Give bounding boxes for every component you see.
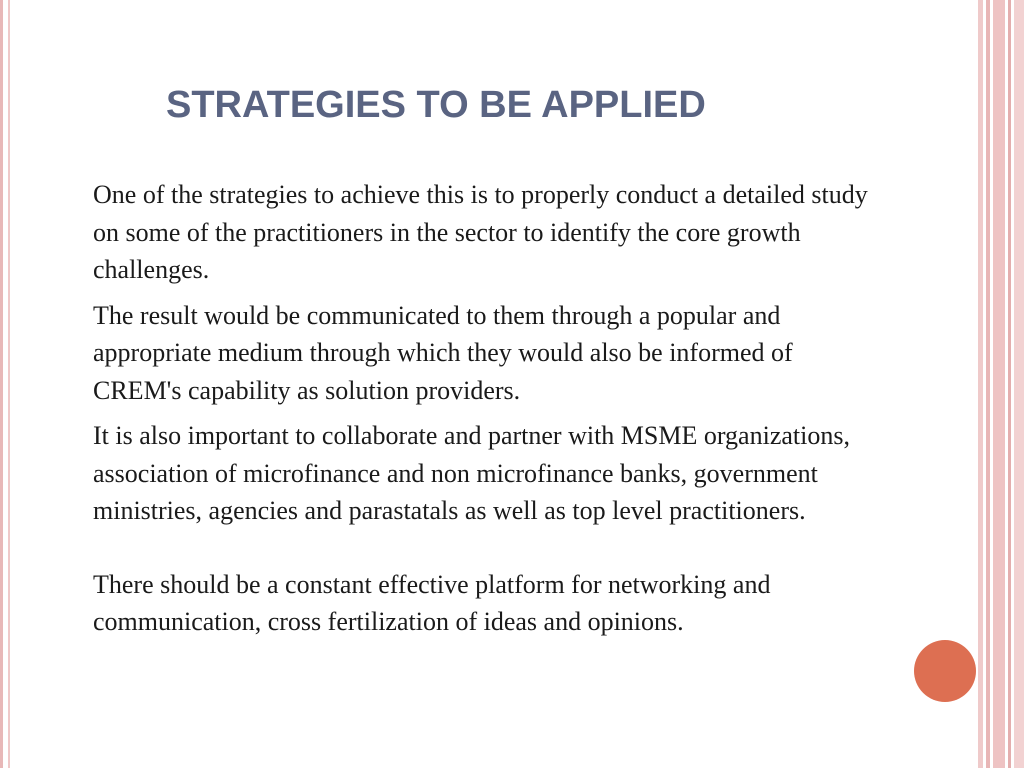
- right-border-stripe: [986, 0, 990, 768]
- right-border-stripe: [978, 0, 983, 768]
- slide-title: STRATEGIES TO BE APPLIED: [166, 84, 706, 126]
- body-paragraph: The result would be communicated to them through a popular and appropriate medium through which they would also be informed of CREM's capability as solution providers.: [93, 300, 793, 405]
- right-border-stripe: [1008, 0, 1011, 768]
- left-border-line: [0, 0, 3, 768]
- body-paragraph: There should be a constant effective platform for networking and communication, cross fertilization of ideas and opinions.: [93, 569, 771, 636]
- right-border-stripe: [1014, 0, 1024, 768]
- decorative-circle: [914, 640, 976, 702]
- body-paragraph: One of the strategies to achieve this is to properly conduct a detailed study on some of the practitioners in the sector to identify the core growth challenges.: [93, 180, 868, 284]
- slide-body: [93, 176, 883, 649]
- body-paragraph: It is also important to collaborate and partner with MSME organizations, association of microfinance and non microfinance banks, government ministries, agencies and parastatals as well as top level practitioners.: [93, 421, 850, 525]
- right-border-stripe: [993, 0, 1005, 768]
- left-border-line: [8, 0, 10, 768]
